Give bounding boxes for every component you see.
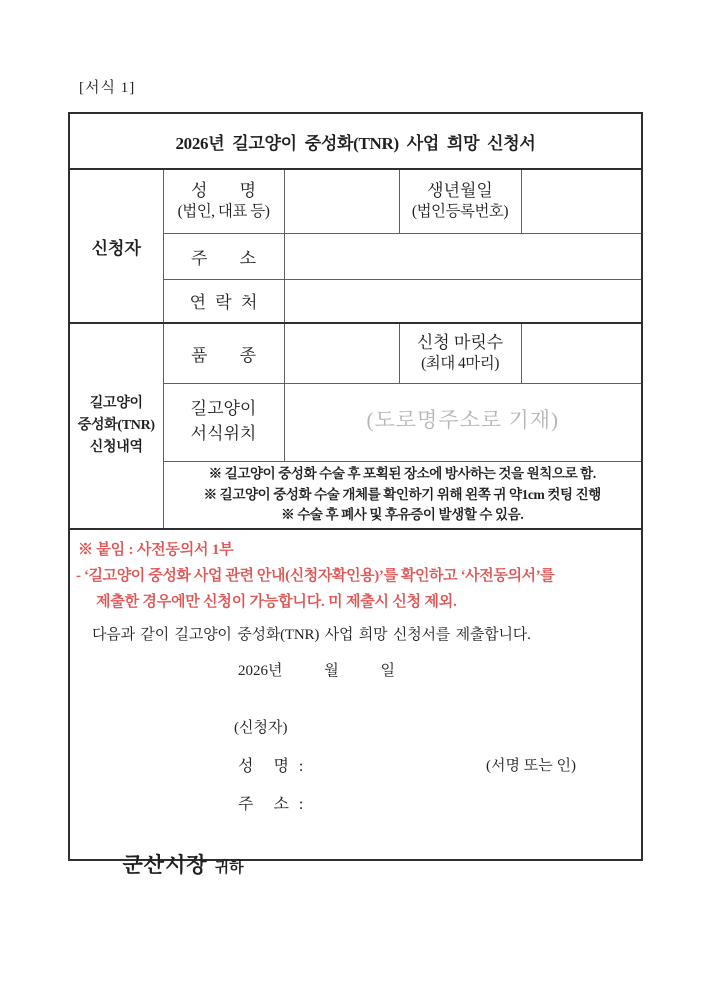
birth-label: 생년월일 [427,181,493,201]
name-label: 성 명 [190,181,257,201]
signature-or-seal-note: (서명 또는 인) [486,758,576,774]
location-label-line1: 길고양이 [190,399,257,419]
birth-input-cell[interactable] [521,169,642,233]
form-title: 2026년 길고양이 중성화(TNR) 사업 희망 신청서 [69,113,642,169]
birth-sublabel: (법인등록번호) [411,203,509,221]
tnr-notes-cell [163,461,642,529]
tnr-group-label-line3: 신청내역 [89,439,143,455]
attachment-notice-line1: ※ 붙임 : 사전동의서 1부 [78,542,234,558]
breed-label-cell: 품 종 [163,323,284,383]
address-label-cell: 주 소 [163,233,284,279]
birth-label-cell [399,169,521,233]
submission-date-line: 2026년 월 일 [238,663,395,679]
count-label: 신청 마릿수 [416,333,504,353]
tnr-note-1: ※ 길고양이 중성화 수술 후 포획된 장소에 방사하는 것을 원칙으로 함. [208,466,596,482]
location-label-cell [163,383,284,461]
submission-section [69,529,642,877]
recipient-line [80,829,244,899]
location-input-cell[interactable] [284,383,642,461]
count-label-cell [399,323,521,383]
submission-statement: 다음과 같이 길고양이 중성화(TNR) 사업 희망 신청서를 제출합니다. [92,627,531,643]
contact-label-cell: 연 락 처 [163,279,284,323]
tnr-group-label-line1: 길고양이 [89,396,143,412]
count-input-cell[interactable] [521,323,642,383]
tnr-note-3: ※ 수술 후 폐사 및 후유증이 발생할 수 있음. [281,506,524,522]
form-number-label: [서식 1] [79,80,136,96]
tnr-group-label [69,323,163,529]
applicant-caption: (신청자) [234,720,288,736]
name-input-cell[interactable] [284,169,399,233]
tnr-note-2: ※ 길고양이 중성화 수술 개체를 확인하기 위해 왼쪽 귀 약1cm 컷팅 진행 [203,486,601,502]
recipient-suffix: 귀하 [214,860,244,876]
contact-input-cell[interactable] [284,279,642,323]
signature-address-label: 주 소 : [238,796,304,813]
breed-input-cell[interactable] [284,323,399,383]
count-sublabel: (최대 4마리) [421,355,499,373]
attachment-notice-line3: 제출한 경우에만 신청이 가능합니다. 미 제출시 신청 제외. [96,594,457,610]
name-sublabel: (법인, 대표 등) [177,203,270,221]
address-input-cell[interactable] [284,233,642,279]
signature-name-label: 성 명 : [238,758,304,775]
tnr-group-label-line2: 중성화(TNR) [77,418,155,434]
name-label-cell [163,169,284,233]
location-label-line2: 서식위치 [190,424,257,443]
recipient-name: 군산시장 [122,853,208,877]
attachment-notice-line2: - ‘길고양이 중성화 사업 관련 안내(신청자확인용)’를 확인하고 ‘사전동의서’를 [76,568,555,584]
application-form-table [68,112,643,877]
location-placeholder: (도로명주소로 기재) [366,408,560,432]
applicant-group-label: 신청자 [69,169,163,323]
